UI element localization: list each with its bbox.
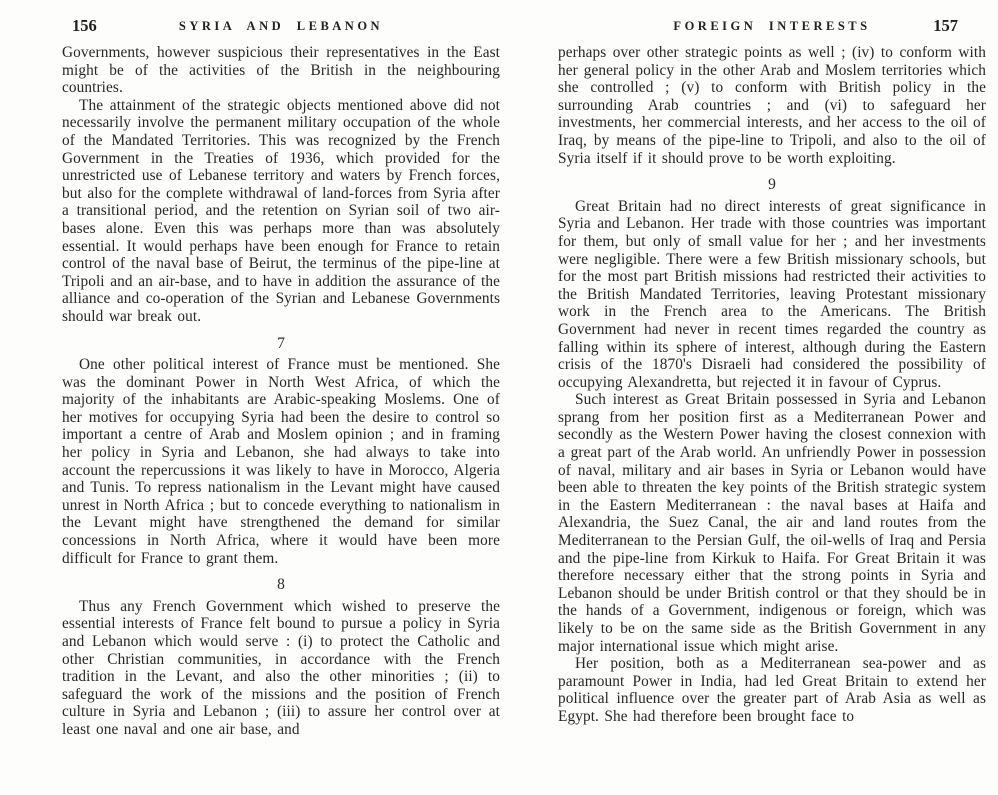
paragraph: One other political interest of France must be mentioned. She was the dominant Power in North West Africa, of which the majority of the inhabitants are Arabic-speaking Moslems. One of her motives for occupying Syria had been the desire to control so important a centre of Arab and Moslem opinion ; and in framing her policy in Syria and Lebanon, she had always to take into account the repercussions it was likely to have in Morocco, Algeria and Tunis. To repress nationalism in the Levant might have caused unrest in North Africa ; but to concede everything to nationalism in the Levant might have strengthened the demand for similar concessions in North Africa, where it would have been more difficult for France to grant them. [62, 356, 500, 567]
section-number: 8 [277, 576, 285, 594]
paragraph: Great Britain had no direct interests of great significance in Syria and Lebanon. Her trade with those countries was important for them, but only of small value for her ; and her investments were negligible. There were a few British missionary schools, but for the most part British missions had restricted their activities to the British Mandated Territories, leaving Protestant missionary work in the French area to the Americans. The British Government had never in recent times regarded the country as falling within its sphere of interest, although during the Eastern crisis of the 1870's Disraeli had considered the possibility of occupying Alexandretta, but rejected it in favour of Cyprus. [558, 197, 986, 391]
paragraph: The attainment of the strategic objects mentioned above did not necessarily involve the permanent military occupation of the whole of the Mandated Territories. This was recognized by the French Government in the Treaties of 1936, which provided for the unrestricted use of Lebanese territory and waters by French forces, but also for the complete withdrawal of land-forces from Syria after a transitional period, and the retention on Syrian soil of two air-bases alone. Even this was perhaps more than was absolutely essential. It would perhaps have been enough for France to retain control of the naval base of Beirut, the terminus of the pipe-line at Tripoli and an air-base, and to have in addition the assurance of the alliance and co-operation of the Syrian and Lebanese Governments should war break out. [62, 96, 500, 325]
left-page [62, 16, 500, 739]
page-number: 157 [933, 16, 958, 35]
paragraph: Thus any French Government which wished to preserve the essential interests of France felt bound to pursue a policy in Syria and Lebanon which would serve : (i) to protect the Catholic and other Christian communities, in accordance with the French tradition in the Levant, and also the other minorities ; (ii) to safeguard the work of the missions and the position of French culture in Syria and Lebanon ; (iii) to assure her control over at least one naval and one air base, and [62, 597, 500, 738]
left-page-header [62, 16, 500, 38]
page-number: 156 [72, 16, 97, 35]
running-header: FOREIGN INTERESTS [673, 19, 871, 33]
right-page-body [558, 44, 986, 726]
paragraph: perhaps over other strategic points as well ; (iv) to conform with her general policy in the other Arab and Moslem territories which she controlled ; (v) to conform with British policy in the surrounding Arab countries ; and (vi) to safeguard her investments, her commercial interests, and her access to the oil of Iraq, by means of the pipe-line to Tripoli, and also to the oil of Syria itself if it should prove to be worth exploiting. [558, 44, 986, 167]
running-header: SYRIA AND LEBANON [178, 19, 384, 33]
paragraph: Governments, however suspicious their representatives in the East might be of the activities of the British in the neighbouring countries. [62, 44, 500, 97]
section-number: 7 [277, 334, 285, 352]
section-number: 9 [768, 176, 776, 194]
right-page [558, 16, 986, 726]
paragraph: Such interest as Great Britain possessed in Syria and Lebanon sprang from her position first as a Mediterranean Power and secondly as the Western Power having the closest connexion with a great part of the Arab world. An unfriendly Power in possession of naval, military and air bases in Syria or Lebanon would have been able to threaten the key points of the British strategic system in the Eastern Mediterranean : the naval bases at Haifa and Alexandria, the Suez Canal, the air and land routes from the Mediterranean to the Persian Gulf, the oil-wells of Iraq and Persia and the pipe-line from Kirkuk to Haifa. For Great Britain it was therefore necessary either that the strong points in Syria and Lebanon should be under British control or that they should be in the hands of a Government, indigenous or foreign, which was likely to be on the same side as the British Government in any major international issue which might arise. [558, 391, 986, 655]
left-page-body [62, 44, 500, 739]
paragraph: Her position, both as a Mediterranean sea-power and as paramount Power in India, had led Great Britain to extend her political influence over the greater part of Arab Asia as well as Egypt. She had therefore been brought face to [558, 655, 986, 725]
right-page-header [558, 16, 986, 38]
